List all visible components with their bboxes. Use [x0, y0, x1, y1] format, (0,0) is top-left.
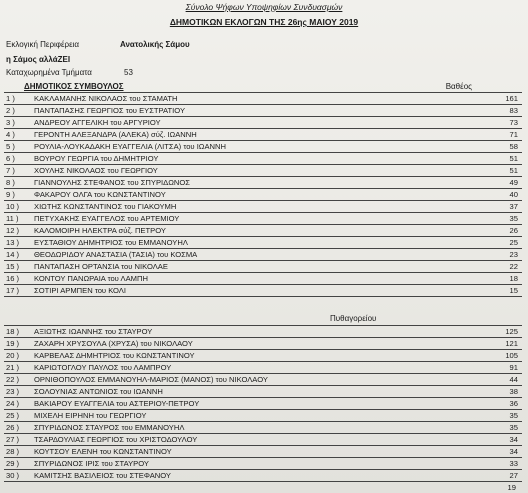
row-number: 18 ): [6, 327, 20, 336]
row-number: 14 ): [6, 250, 20, 259]
row-number: 23 ): [6, 387, 20, 396]
table-row: [4, 470, 522, 482]
table-row: [4, 177, 522, 189]
vote-count: 34: [509, 447, 518, 456]
pythagoreio-column-header: Πυθαγορείου: [330, 314, 377, 323]
table-row: [4, 117, 522, 129]
row-number: 5 ): [6, 142, 15, 151]
table-row: [4, 325, 522, 338]
table-body: [4, 92, 522, 297]
row-number: 11 ): [6, 214, 19, 223]
vote-count: 125: [505, 327, 518, 336]
table-row: [4, 374, 522, 386]
trailing-row: [4, 482, 522, 493]
table-row: [4, 261, 522, 273]
table-row: [4, 237, 522, 249]
vote-count: 51: [509, 154, 518, 163]
candidate-name: ΣΟΛΟΥΝΙΑΣ ΑΝΤΩΝΙΟΣ του ΙΩΑΝΝΗ: [34, 387, 163, 396]
candidate-name: ΚΑΛΟΜΟΙΡΗ ΗΛΕΚΤΡΑ σύζ. ΠΕΤΡΟΥ: [34, 226, 166, 235]
table-row: [4, 285, 522, 297]
row-number: 27 ): [6, 435, 20, 444]
table-row: [4, 129, 522, 141]
row-number: 8 ): [6, 178, 15, 187]
row-number: 16 ): [6, 274, 20, 283]
candidate-name: ΟΡΝΙΘΟΠΟΥΛΟΣ ΕΜΜΑΝΟΥΗΛ-ΜΑΡΙΟΣ (ΜΑΝΟΣ) του ΝΙΚΟΛΑΟΥ: [34, 375, 268, 384]
table-row: [4, 213, 522, 225]
row-number: 21 ): [6, 363, 20, 372]
vote-count: 22: [509, 262, 518, 271]
table-row: [4, 249, 522, 261]
vathy-results-table: [4, 80, 522, 297]
document-title: Σύνολο Ψήφων Υποψηφίων Συνδυασμών: [185, 2, 343, 12]
vote-count: 71: [509, 130, 518, 139]
tmimata-label: Καταχωρημένα Τμήματα: [6, 68, 92, 77]
candidate-name: ΖΑΧΑΡΗ ΧΡΥΣΟΥΛΑ (ΧΡΥΣΑ) του ΝΙΚΟΛΑΟΥ: [34, 339, 193, 348]
row-number: 13 ): [6, 238, 20, 247]
candidate-name: ΚΑΡΙΩΤΟΓΛΟΥ ΠΑΥΛΟΣ του ΛΑΜΠΡΟΥ: [34, 363, 172, 372]
row-number: 4 ): [6, 130, 15, 139]
row-number: 10 ): [6, 202, 20, 211]
row-number: 7 ): [6, 166, 15, 175]
candidate-name: ΧΙΩΤΗΣ ΚΩΝΣΤΑΝΤΙΝΟΣ του ΓΙΑΚΟΥΜΗ: [34, 202, 177, 211]
row-number: 26 ): [6, 423, 20, 432]
vote-count: 35: [509, 214, 518, 223]
row-number: 30 ): [6, 471, 20, 480]
candidate-name: ΣΠΥΡΙΔΩΝΟΣ ΙΡΙΣ του ΣΤΑΥΡΟΥ: [34, 459, 149, 468]
row-number: 2 ): [6, 106, 15, 115]
table-row: [4, 410, 522, 422]
region-value: Ανατολικής Σάμου: [120, 40, 190, 49]
candidate-name: ΠΕΤΥΧΑΚΗΣ ΕΥΑΓΓΕΛΟΣ του ΑΡΤΕΜΙΟΥ: [34, 214, 180, 223]
table-row: [4, 338, 522, 350]
candidate-name: ΒΑΚΙΑΡΟΥ ΕΥΑΓΓΕΛΙΑ του ΑΣΤΕΡΙΟΥ-ΠΕΤΡΟΥ: [34, 399, 200, 408]
pythagoreio-results-table: [4, 311, 522, 493]
vote-count: 26: [509, 226, 518, 235]
vote-count: 49: [509, 178, 518, 187]
vote-count: 18: [509, 274, 518, 283]
candidate-name: ΓΙΑΝΝΟΥΛΗΣ ΣΤΕΦΑΝΟΣ του ΣΠΥΡΙΔΩΝΟΣ: [34, 178, 190, 187]
candidate-name: ΡΟΥΛΙΑ-ΛΟΥΚΑΔΑΚΗ ΕΥΑΓΓΕΛΙΑ (ΛΙΤΣΑ) του ΙΩΑΝΝΗ: [34, 142, 226, 151]
table-row: [4, 398, 522, 410]
vote-count: 23: [509, 250, 518, 259]
candidate-name: ΓΕΡΟΝΤΗ ΑΛΕΞΑΝΔΡΑ (ΑΛΕΚΑ) σύζ. ΙΩΑΝΝΗ: [34, 130, 197, 139]
table-row: [4, 350, 522, 362]
trailing-value: 19: [507, 483, 516, 492]
table-row: [4, 105, 522, 117]
row-number: 19 ): [6, 339, 20, 348]
candidate-name: ΑΝΔΡΕΟΥ ΑΓΓΕΛΙΚΗ του ΑΡΓΥΡΙΟΥ: [34, 118, 161, 127]
candidate-name: ΣΠΥΡΙΔΩΝΟΣ ΣΤΑΥΡΟΣ του ΕΜΜΑΝΟΥΗΛ: [34, 423, 185, 432]
vote-count: 44: [509, 375, 518, 384]
row-number: 12 ): [6, 226, 20, 235]
table-row: [4, 446, 522, 458]
row-number: 15 ): [6, 262, 20, 271]
section-header: [4, 311, 522, 325]
vote-count: 36: [509, 399, 518, 408]
table-header: [4, 80, 522, 92]
row-number: 20 ): [6, 351, 20, 360]
row-number: 24 ): [6, 399, 20, 408]
table-row: [4, 141, 522, 153]
vote-count: 35: [509, 423, 518, 432]
table-body: [4, 325, 522, 482]
vote-count: 37: [509, 202, 518, 211]
vote-count: 91: [509, 363, 518, 372]
row-number: 9 ): [6, 190, 15, 199]
table-row: [4, 201, 522, 213]
row-number: 1 ): [6, 94, 15, 103]
candidate-name: ΣΟΤΙΡΙ ΑΡΜΠΕΝ του ΚΟΛΙ: [34, 286, 126, 295]
tmimata-value: 53: [124, 68, 133, 77]
candidate-name: ΧΟΥΛΗΣ ΝΙΚΟΛΑΟΣ του ΓΕΩΡΓΙΟΥ: [34, 166, 158, 175]
vote-count: 25: [509, 238, 518, 247]
vote-count: 51: [509, 166, 518, 175]
candidate-name: ΚΟΥΤΣΟΥ ΕΛΕΝΗ του ΚΩΝΣΤΑΝΤΙΝΟΥ: [34, 447, 172, 456]
candidate-name: ΠΑΝΤΑΠΑΣΗΣ ΓΕΩΡΓΙΟΣ του ΕΥΣΤΡΑΤΙΟΥ: [34, 106, 186, 115]
candidate-name: ΠΑΝΤΑΠΑΣΗ ΟΡΤΑΝΣΙΑ του ΝΙΚΟΛΑΕ: [34, 262, 168, 271]
row-number: 28 ): [6, 447, 20, 456]
candidate-name: ΚΑΡΒΕΛΑΣ ΔΗΜΗΤΡΙΟΣ του ΚΩΝΣΤΑΝΤΙΝΟΥ: [34, 351, 195, 360]
region-label: Εκλογική Περιφέρεια: [6, 40, 80, 49]
candidate-name: ΚΟΝΤΟΥ ΠΑΝΩΡΑΙΑ του ΛΑΜΠΗ: [34, 274, 148, 283]
candidate-name: ΘΕΟΔΩΡΙΔΟΥ ΑΝΑΣΤΑΣΙΑ (ΤΑΣΙΑ) του ΚΟΣΜΑ: [34, 250, 198, 259]
vote-count: 27: [509, 471, 518, 480]
candidate-name: ΒΟΥΡΟΥ ΓΕΩΡΓΙΑ του ΔΗΜΗΤΡΙΟΥ: [34, 154, 159, 163]
table-row: [4, 434, 522, 446]
vote-count: 33: [509, 459, 518, 468]
document-subtitle: ΔΗΜΟΤΙΚΩΝ ΕΚΛΟΓΩΝ ΤΗΣ 26ης ΜΑΙΟΥ 2019: [169, 17, 359, 27]
vathy-column-header: Βαθέος: [445, 81, 472, 91]
candidate-name: ΚΑΚΛΑΜΑΝΗΣ ΝΙΚΟΛΑΟΣ του ΣΤΑΜΑΤΗ: [34, 94, 178, 103]
row-number: 22 ): [6, 375, 20, 384]
row-number: 17 ): [6, 286, 20, 295]
council-member-header: ΔΗΜΟΤΙΚΟΣ ΣΥΜΒΟΥΛΟΣ: [24, 81, 124, 91]
table-row: [4, 153, 522, 165]
row-number: 29 ): [6, 459, 20, 468]
vote-count: 40: [509, 190, 518, 199]
vote-count: 83: [509, 106, 518, 115]
vote-count: 121: [505, 339, 518, 348]
table-row: [4, 422, 522, 434]
table-row: [4, 386, 522, 398]
candidate-name: ΤΣΑΡΔΟΥΛΙΑΣ ΓΕΩΡΓΙΟΣ του ΧΡΙΣΤΟΔΟΥΛΟΥ: [34, 435, 198, 444]
row-number: 25 ): [6, 411, 20, 420]
vote-count: 34: [509, 435, 518, 444]
table-row: [4, 362, 522, 374]
vote-count: 73: [509, 118, 518, 127]
vote-count: 35: [509, 411, 518, 420]
candidate-name: ΜΙΧΕΛΗ ΕΙΡΗΝΗ του ΓΕΩΡΓΙΟΥ: [34, 411, 147, 420]
table-row: [4, 273, 522, 285]
vote-count: 161: [505, 94, 518, 103]
table-row: [4, 92, 522, 105]
table-row: [4, 165, 522, 177]
row-number: 3 ): [6, 118, 15, 127]
vote-count: 38: [509, 387, 518, 396]
table-row: [4, 189, 522, 201]
vote-count: 15: [509, 286, 518, 295]
table-row: [4, 458, 522, 470]
candidate-name: ΕΥΣΤΑΘΙΟΥ ΔΗΜΗΤΡΙΟΣ του ΕΜΜΑΝΟΥΗΛ: [34, 238, 188, 247]
table-row: [4, 225, 522, 237]
vote-count: 58: [509, 142, 518, 151]
faction-name: η Σάμος αλλάΖΕΙ: [6, 55, 71, 64]
candidate-name: ΑΞΙΩΤΗΣ ΙΩΑΝΝΗΣ του ΣΤΑΥΡΟΥ: [34, 327, 153, 336]
candidate-name: ΦΑΚΑΡΟΥ ΟΛΓΑ του ΚΩΝΣΤΑΝΤΙΝΟΥ: [34, 190, 166, 199]
vote-count: 105: [505, 351, 518, 360]
row-number: 6 ): [6, 154, 15, 163]
candidate-name: ΚΑΜΙΤΣΗΣ ΒΑΣΙΛΕΙΟΣ του ΣΤΕΦΑΝΟΥ: [34, 471, 171, 480]
